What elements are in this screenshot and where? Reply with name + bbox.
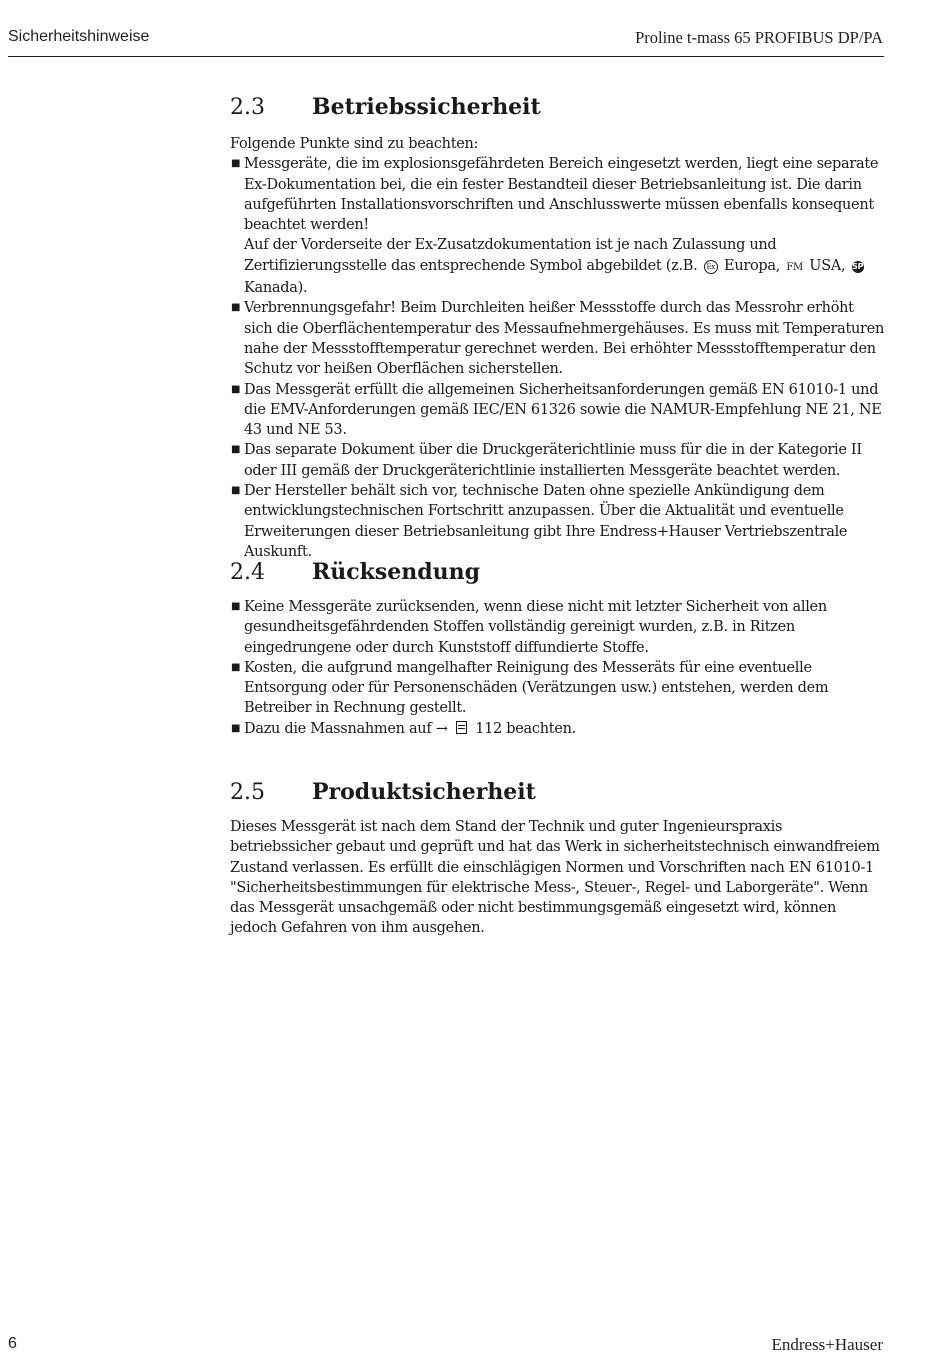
csa-symbol-icon: SP — [852, 261, 864, 271]
footer-brand: Endress+Hauser — [771, 1335, 883, 1354]
section-number: 2.3 — [230, 95, 265, 120]
list-ruecksendung — [230, 597, 885, 739]
list-item-text: Messgeräte, die im explosionsgefährdeten Bereich eingesetzt werden, liegt eine separate Ex-Dokumentation bei, die ein fester Bestandteil dieser Betriebsanleitung ist. Die darin aufgeführten Installationsvorschriften und Anschlusswerte müssen ebenfalls konsequent beachtet werden! — [244, 156, 879, 234]
bullet-icon: ■ — [231, 158, 241, 170]
bullet-icon: ■ — [231, 722, 241, 734]
list-betriebssicherheit — [230, 154, 885, 562]
list-item-text: Das separate Dokument über die Druckgeräterichtlinie muss für die in der Kategorie II oder III gemäß der Druckgeräterichtlinie installierten Messgeräte beachtet werden. — [244, 442, 862, 479]
footer-page-number: 6 — [8, 1335, 17, 1352]
header-divider — [8, 56, 884, 57]
section-title: Betriebssicherheit — [312, 94, 541, 120]
page-reference-link[interactable]: 112 beachten. — [475, 720, 576, 737]
list-item-text: Verbrennungsgefahr! Beim Durchleiten heißer Messstoffe durch das Messrohr erhöht sich die Oberflächentemperatur des Messaufnehmergehäuses. Es muss mit Temperaturen nahe der Messstofftemperatur gerechnet werden. Bei erhöhter Messstofftemperatur den Schutz vor heißen Oberflächen sicherstellen. — [244, 300, 885, 378]
ex-note-text: Auf der Vorderseite der Ex-Zusatzdokumentation ist je nach Zulassung und Zertifizierungsstelle das entsprechende Symbol abgebildet (z.B. — [244, 237, 777, 274]
list-item-text: Dazu die Massnahmen auf — [244, 720, 432, 737]
list-item-text: Der Hersteller behält sich vor, technische Daten ohne spezielle Ankündigung dem entwicklungstechnischen Fortschritt anzupassen. Über die Aktualität und eventuelle Erweiterungen dieser Betriebsanleitung gibt Ihre Endress+Hauser Vertriebszentrale Auskunft. — [244, 483, 848, 560]
list-item-text: Kosten, die aufgrund mangelhafter Reinigung des Messeräts für eine eventuelle Entsorgung oder für Personenschäden (Verätzungen usw.) entstehen, werden dem Betreiber in Rechnung gestellt. — [244, 659, 829, 717]
section-number: 2.4 — [230, 560, 265, 585]
bullet-icon: ■ — [231, 302, 241, 314]
heading-ruecksendung — [230, 557, 480, 588]
header-document-title: Proline t-mass 65 PROFIBUS DP/PA — [635, 28, 883, 47]
header-section-title: Sicherheitshinweise — [8, 28, 150, 45]
list-item — [230, 440, 885, 481]
list-item-text: Keine Messgeräte zurücksenden, wenn diese nicht mit letzter Sicherheit von allen gesundheitsgefährdenden Stoffen vollständig gereinigt wurden, z.B. in Ritzen eingedrungene oder durch Kunststoff diffundierte Stoffe. — [244, 599, 827, 656]
section-title: Rücksendung — [312, 559, 481, 585]
arrow-right-icon: → — [435, 720, 448, 737]
list-item-text: Das Messgerät erfüllt die allgemeinen Sicherheitsanforderungen gemäß EN 61010-1 und die EMV-Anforderungen gemäß IEC/EN 61326 sowie die NAMUR-Empfehlung NE 21, NE 43 und NE 53. — [244, 381, 882, 439]
paragraph-produktsicherheit: Dieses Messgerät ist nach dem Stand der Technik und guter Ingenieurspraxis betriebssicher gebaut und geprüft und hat das Werk in sicherheitstechnisch einwandfreiem Zustand verlassen. Es erfüllt die einschlägigen Normen und Vorschriften nach EN 61010-1 "Sicherheitsbestimmungen für elektrische Mess-, Steuer-, Regel- und Laborgeräte". Wenn das Messgerät unsachgemäß oder nicht bestimmungsgemäß eingesetzt wird, können jedoch Gefahren von ihm ausgehen. — [230, 819, 880, 937]
bullet-icon: ■ — [231, 485, 241, 497]
list-item — [230, 719, 885, 739]
list-item — [230, 298, 885, 379]
list-item — [230, 658, 885, 719]
list-item — [230, 154, 885, 298]
fm-symbol-icon: FM — [786, 261, 803, 273]
bullet-icon: ■ — [231, 601, 241, 612]
list-item — [230, 597, 885, 658]
ex-note-kanada: Kanada). — [244, 280, 308, 297]
list-item — [230, 481, 885, 562]
page-content — [230, 92, 885, 937]
heading-produktsicherheit — [230, 777, 536, 808]
page-reference-icon — [456, 721, 467, 734]
intro-text: Folgende Punkte sind zu beachten: — [230, 136, 479, 152]
heading-betriebssicherheit — [230, 92, 885, 122]
ex-note-usa: USA, — [809, 257, 846, 274]
section-title: Produktsicherheit — [312, 779, 536, 805]
ex-symbol-icon: Ex — [704, 260, 718, 274]
list-item — [230, 380, 885, 441]
bullet-icon: ■ — [231, 444, 241, 456]
section-number: 2.5 — [230, 780, 265, 805]
bullet-icon: ■ — [231, 661, 241, 673]
ex-note-europa: Europa, — [724, 257, 781, 274]
bullet-icon: ■ — [231, 383, 241, 395]
